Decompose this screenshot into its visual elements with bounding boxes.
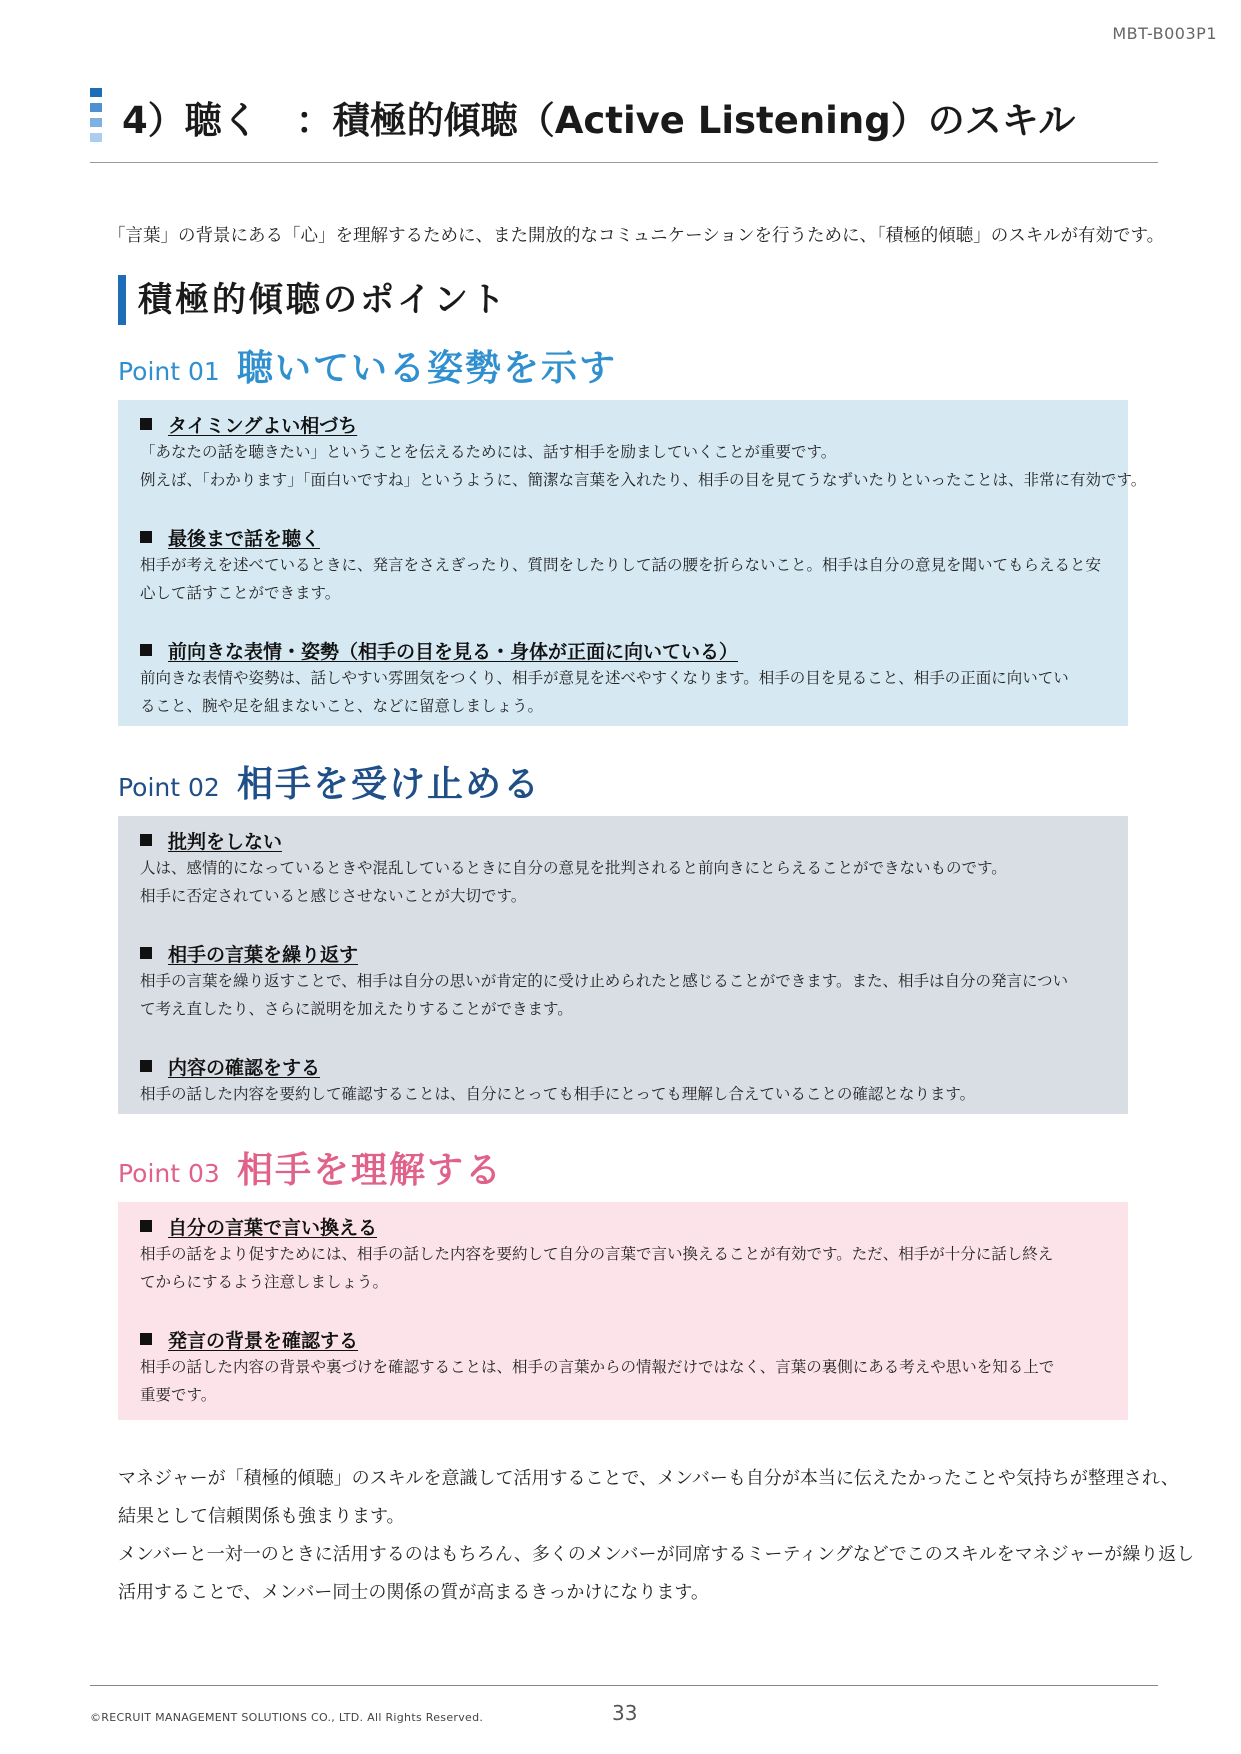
section-heading-text: 積極的傾聴のポイント (138, 280, 508, 320)
page-title-block (90, 84, 1158, 163)
body-line: てからにするよう注意しましょう。 (140, 1273, 389, 1291)
point-title: 相手を受け止める (236, 764, 541, 805)
copyright-text: ©RECRUIT MANAGEMENT SOLUTIONS CO., LTD. All Rights Reserved. (90, 1711, 484, 1724)
footer-divider (90, 1685, 1158, 1686)
body-line: 重要です。 (140, 1386, 217, 1404)
title-accent-segment (90, 88, 102, 97)
point-card (118, 400, 1147, 726)
point-item (140, 1212, 1108, 1296)
point-item-title: 内容の確認をする (168, 1056, 321, 1079)
point-item-title: 最後まで話を聴く (168, 527, 321, 550)
document-code: MBT-B003P1 (1112, 24, 1217, 43)
point-item-body (140, 664, 1108, 720)
title-accent-segment (90, 103, 102, 112)
body-line: て考え直したり、さらに説明を加えたりすることができます。 (140, 1000, 573, 1018)
point-item (140, 826, 1108, 910)
point-item-body (140, 1353, 1108, 1409)
point-card (118, 816, 1128, 1114)
point-item-body (140, 551, 1108, 607)
point-item (140, 939, 1108, 1023)
closing-line: マネジャーが「積極的傾聴」のスキルを意識して活用することで、メンバーも自分が本当に伝えたかったことや気持ちが整理され、 (118, 1468, 1179, 1489)
point-number: Point 03 (118, 1159, 220, 1188)
title-accent-bar (90, 88, 102, 148)
page-title: 4）聴く ：積極的傾聴（Active Listening）のスキル (122, 99, 1076, 142)
point-item-body (140, 1080, 1108, 1108)
point-heading (118, 340, 617, 391)
square-bullet-icon (140, 947, 152, 959)
point-item-title: 前向きな表情・姿勢（相手の目を見る・身体が正面に向いている） (168, 640, 739, 663)
point-title: 聴いている姿勢を示す (236, 348, 617, 389)
body-line: 例えば、「わかります」「面白いですね」というように、簡潔な言葉を入れたり、相手の目を見てうなずいたりといったことは、非常に有効です。 (140, 471, 1147, 489)
point-item (140, 636, 1108, 720)
point-item-body (140, 1240, 1108, 1296)
point-item-title: タイミングよい相づち (168, 414, 358, 437)
point-item-title: 批判をしない (168, 830, 283, 853)
square-bullet-icon (140, 418, 152, 430)
point-item (140, 410, 1147, 494)
intro-text: 「言葉」の背景にある「心」を理解するために、また開放的なコミュニケーションを行うために、「積極的傾聴」のスキルが有効です。 (108, 226, 1165, 246)
square-bullet-icon (140, 1060, 152, 1072)
body-line: 相手の言葉を繰り返すことで、相手は自分の思いが肯定的に受け止められたと感じることができます。また、相手は自分の発言につい (140, 972, 1069, 990)
point-title: 相手を理解する (236, 1150, 503, 1191)
closing-line: 結果として信頼関係も強まります。 (118, 1506, 405, 1527)
closing-paragraph (118, 1460, 1194, 1612)
body-line: 人は、感情的になっているときや混乱しているときに自分の意見を批判されると前向きにとらえることができないものです。 (140, 859, 1007, 877)
body-line: 相手が考えを述べているときに、発言をさえぎったり、質問をしたりして話の腰を折らないこと。相手は自分の意見を聞いてもらえると安 (140, 556, 1102, 574)
point-item-title: 相手の言葉を繰り返す (168, 943, 359, 966)
body-line: ること、腕や足を組まないこと、などに留意しましょう。 (140, 697, 544, 715)
point-item (140, 1052, 1108, 1108)
body-line: 相手の話をより促すためには、相手の話した内容を要約して自分の言葉で言い換えることが有効です。ただ、相手が十分に話し終え (140, 1245, 1054, 1263)
point-item (140, 1325, 1108, 1409)
body-line: 前向きな表情や姿勢は、話しやすい雰囲気をつくり、相手が意見を述べやすくなります。相手の目を見ること、相手の正面に向いてい (140, 669, 1069, 687)
body-line: 相手の話した内容を要約して確認することは、自分にとっても相手にとっても理解し合えていることの確認となります。 (140, 1085, 976, 1103)
point-item-title: 自分の言葉で言い換える (168, 1216, 378, 1239)
point-item-body (140, 967, 1108, 1023)
body-line: 「あなたの話を聴きたい」ということを伝えるためには、話す相手を励ましていくことが重要です。 (140, 443, 837, 461)
point-number: Point 01 (118, 357, 220, 386)
closing-line: メンバーと一対一のときに活用するのはもちろん、多くのメンバーが同席するミーティングなどでこのスキルをマネジャーが繰り返し (118, 1544, 1195, 1565)
square-bullet-icon (140, 644, 152, 656)
body-line: 相手に否定されていると感じさせないことが大切です。 (140, 887, 527, 905)
square-bullet-icon (140, 834, 152, 846)
point-heading (118, 1142, 503, 1193)
point-item-body (140, 854, 1108, 910)
point-number: Point 02 (118, 773, 220, 802)
body-line: 心して話すことができます。 (140, 584, 341, 602)
section-heading (118, 275, 508, 325)
square-bullet-icon (140, 531, 152, 543)
body-line: 相手の話した内容の背景や裏づけを確認することは、相手の言葉からの情報だけではなく、言葉の裏側にある考えや思いを知る上で (140, 1358, 1055, 1376)
title-accent-segment (90, 118, 102, 127)
page-number: 33 (612, 1701, 638, 1725)
title-accent-segment (90, 133, 102, 142)
point-item-title: 発言の背景を確認する (168, 1329, 359, 1352)
point-item (140, 523, 1108, 607)
closing-line: 活用することで、メンバー同士の関係の質が高まるきっかけになります。 (118, 1582, 709, 1603)
square-bullet-icon (140, 1220, 152, 1232)
point-heading (118, 756, 541, 807)
point-card (118, 1202, 1128, 1420)
point-item-body (140, 438, 1147, 494)
square-bullet-icon (140, 1333, 152, 1345)
